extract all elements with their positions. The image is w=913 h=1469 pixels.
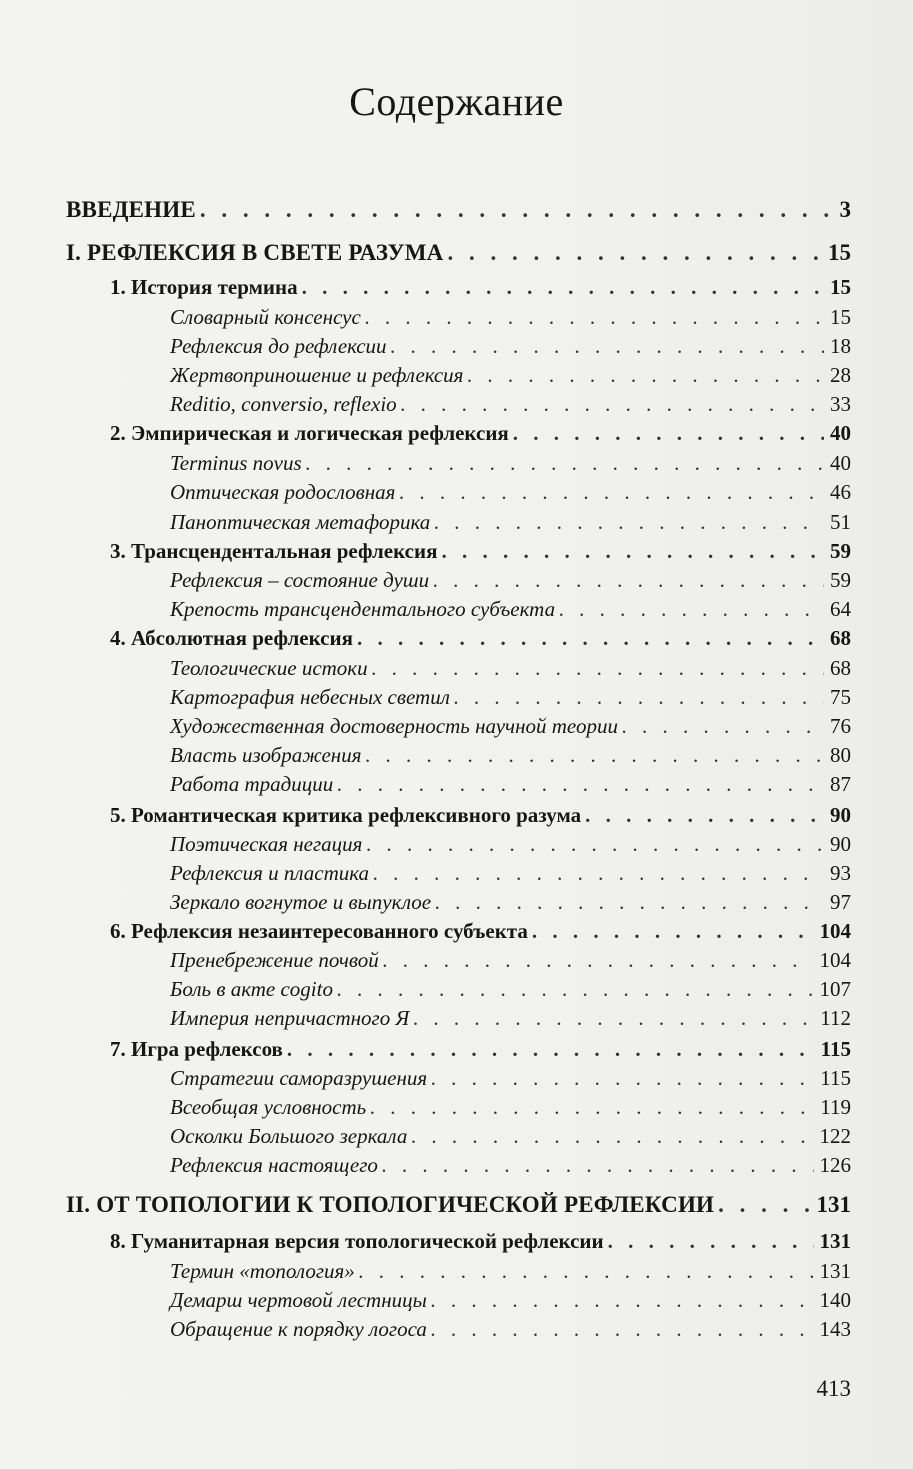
dot-leader — [447, 238, 822, 268]
page-number: 413 — [816, 1376, 851, 1401]
toc-entry-title: 7. Игра рефлексов — [110, 1037, 283, 1061]
toc-entry-title: Власть изображения — [170, 743, 362, 767]
toc-entry-page: 59 — [830, 568, 851, 592]
toc-entry-title: Боль в акте cogito — [170, 977, 333, 1001]
toc-entry-page: 15 — [830, 275, 851, 299]
dot-leader — [200, 195, 834, 225]
toc-entry-page: 90 — [830, 803, 851, 827]
toc-entry-page: 87 — [830, 772, 851, 796]
toc-entry-title: ВВЕДЕНИЕ — [66, 197, 196, 222]
toc-entry-title: Крепость трансцендентального субъекта — [170, 597, 556, 621]
page-title: Содержание — [349, 79, 564, 124]
dot-leader — [532, 916, 814, 946]
toc-entry — [170, 331, 851, 361]
toc-entry-title: Паноптическая метафорика — [170, 510, 431, 534]
toc-entry — [170, 711, 851, 741]
toc-entry — [66, 195, 851, 225]
toc-entry-page: 3 — [839, 197, 851, 222]
toc-entry — [110, 1226, 851, 1256]
toc-entry — [170, 1092, 851, 1122]
toc-entry-title: Художественная достоверность научной теории — [170, 714, 618, 738]
toc-entry — [170, 389, 851, 419]
toc-entry-page: 33 — [830, 392, 851, 416]
toc-entry — [110, 536, 851, 566]
toc-entry — [66, 238, 851, 268]
toc-entry-page: 28 — [830, 363, 851, 387]
dot-leader — [454, 682, 824, 712]
toc-entry-page: 80 — [830, 743, 851, 767]
toc-entry-page: 97 — [830, 890, 851, 914]
toc-entry-title: Reditio, conversio, reflexio — [170, 392, 397, 416]
toc-entry-title: Словарный консенсус — [170, 305, 361, 329]
toc-entry-title: Работа традиции — [170, 772, 334, 796]
toc-entry-page: 76 — [830, 714, 851, 738]
toc-entry-page: 126 — [819, 1153, 851, 1177]
toc-entry — [170, 1063, 851, 1093]
toc-entry — [170, 1150, 851, 1180]
dot-leader — [413, 1003, 814, 1033]
toc-entry — [170, 1121, 851, 1151]
toc-entry-title: II. ОТ ТОПОЛОГИИ К ТОПОЛОГИЧЕСКОЙ РЕФЛЕКСИИ — [66, 1192, 715, 1217]
toc-entry-page: 104 — [819, 919, 851, 943]
dot-leader — [287, 1034, 815, 1064]
toc-entry — [110, 1034, 851, 1064]
toc-entry-title: Стратегии саморазрушения — [170, 1066, 428, 1090]
toc-entry — [170, 360, 851, 390]
toc-entry — [170, 1256, 851, 1286]
toc-entry-title: Рефлексия до рефлексии — [170, 334, 387, 358]
toc-entry-page: 46 — [830, 480, 851, 504]
toc-entry-title: Всеобщая условность — [170, 1095, 367, 1119]
toc-entry-title: 8. Гуманитарная версия топологической рефлексии — [110, 1229, 604, 1253]
toc-entry-page: 131 — [819, 1229, 851, 1253]
dot-leader — [433, 565, 824, 595]
toc-entry-title: Рефлексия и пластика — [170, 861, 370, 885]
toc-entry-page: 64 — [830, 597, 851, 621]
dot-leader — [372, 653, 824, 683]
toc-entry-title: 5. Романтическая критика рефлексивного разума — [110, 803, 582, 827]
toc-entry-page: 143 — [819, 1317, 851, 1341]
toc-entry-page: 68 — [830, 656, 851, 680]
dot-leader — [441, 536, 824, 566]
toc-entry — [170, 477, 851, 507]
toc-entry-title: Поэтическая негация — [170, 832, 363, 856]
toc-entry-page: 15 — [830, 305, 851, 329]
dot-leader — [411, 1121, 813, 1151]
toc-entry-title: Империя непричастного Я — [170, 1006, 410, 1030]
toc-entry-title: Демарш чертовой лестницы — [170, 1288, 427, 1312]
toc-entry-title: Теологические истоки — [170, 656, 368, 680]
dot-leader — [366, 829, 824, 859]
dot-leader — [399, 477, 824, 507]
toc-entry-page: 75 — [830, 685, 851, 709]
toc-entry — [170, 1314, 851, 1344]
toc-entry-title: Осколки Большого зеркала — [170, 1124, 408, 1148]
toc-entry — [170, 1003, 851, 1033]
toc-entry-title: I. РЕФЛЕКСИЯ В СВЕТЕ РАЗУМА — [66, 240, 444, 265]
toc-entry-title: Оптическая родословная — [170, 480, 396, 504]
dot-leader — [373, 858, 824, 888]
dot-leader — [467, 360, 824, 390]
toc-entry-title: 2. Эмпирическая и логическая рефлексия — [110, 421, 509, 445]
toc-entry — [170, 769, 851, 799]
toc-entry — [170, 829, 851, 859]
toc-entry — [170, 302, 851, 332]
dot-leader — [382, 1150, 814, 1180]
toc-entry — [110, 800, 851, 830]
toc-entry — [170, 740, 851, 770]
toc-entry-page: 90 — [830, 832, 851, 856]
toc-entry-page: 115 — [820, 1037, 851, 1061]
toc-entry-page: 18 — [830, 334, 851, 358]
toc-entry-page: 131 — [816, 1192, 851, 1217]
dot-leader — [359, 1256, 814, 1286]
toc-entry-title: Картография небесных светил — [170, 685, 450, 709]
toc-entry-page: 107 — [819, 977, 851, 1001]
toc-entry-title: Обращение к порядку логоса — [170, 1317, 427, 1341]
toc-entry-page: 122 — [819, 1124, 851, 1148]
dot-leader — [608, 1226, 814, 1256]
toc-entry-title: Пренебрежение почвой — [170, 948, 379, 972]
dot-leader — [370, 1092, 814, 1122]
dot-leader — [366, 740, 825, 770]
toc-entry-title: Рефлексия настоящего — [170, 1153, 378, 1177]
toc-entry — [110, 418, 851, 448]
toc-entry-page: 40 — [830, 451, 851, 475]
toc-entry — [170, 945, 851, 975]
dot-leader — [306, 448, 824, 478]
toc-entry — [170, 887, 851, 917]
toc-entry — [170, 565, 851, 595]
toc-entry-page: 15 — [828, 240, 851, 265]
dot-leader — [435, 887, 824, 917]
toc-entry-title: 4. Абсолютная рефлексия — [110, 626, 353, 650]
dot-leader — [357, 623, 824, 653]
toc-entry-page: 68 — [830, 626, 851, 650]
toc-entry — [170, 858, 851, 888]
toc-entry — [110, 623, 851, 653]
toc-entry-page: 40 — [830, 421, 851, 445]
dot-leader — [391, 331, 824, 361]
dot-leader — [431, 1285, 814, 1315]
toc-entry-page: 93 — [830, 861, 851, 885]
toc-entry — [66, 1190, 851, 1220]
toc-entry — [170, 448, 851, 478]
toc-entry-page: 59 — [830, 539, 851, 563]
toc-entry — [170, 653, 851, 683]
toc-entry — [170, 1285, 851, 1315]
toc-entry — [170, 507, 851, 537]
toc-entry — [170, 594, 851, 624]
toc-entry-page: 51 — [830, 510, 851, 534]
toc-entry-title: Terminus novus — [170, 451, 302, 475]
dot-leader — [513, 418, 824, 448]
dot-leader — [431, 1314, 814, 1344]
toc-entry — [170, 974, 851, 1004]
toc-entry-page: 140 — [819, 1288, 851, 1312]
toc-entry-page: 104 — [819, 948, 851, 972]
toc-entry — [110, 272, 851, 302]
toc-entry-title: Термин «топология» — [170, 1259, 355, 1283]
toc-entry — [110, 916, 851, 946]
toc-entry-title: Зеркало вогнутое и выпуклое — [170, 890, 432, 914]
dot-leader — [383, 945, 814, 975]
toc-entry-title: 3. Трансцендентальная рефлексия — [110, 539, 438, 563]
toc-entry-page: 131 — [819, 1259, 851, 1283]
toc-entry-page: 115 — [820, 1066, 851, 1090]
dot-leader — [365, 302, 824, 332]
dot-leader — [585, 800, 824, 830]
dot-leader — [622, 711, 824, 741]
dot-leader — [718, 1190, 810, 1220]
toc-entry — [170, 682, 851, 712]
toc-entry-title: Рефлексия – состояние души — [170, 568, 430, 592]
dot-leader — [401, 389, 824, 419]
dot-leader — [559, 594, 824, 624]
dot-leader — [337, 974, 814, 1004]
toc-entry-page: 119 — [820, 1095, 851, 1119]
dot-leader — [302, 272, 824, 302]
toc-entry-page: 112 — [820, 1006, 851, 1030]
dot-leader — [434, 507, 824, 537]
toc-entry-title: 6. Рефлексия незаинтересованного субъекта — [110, 919, 528, 943]
dot-leader — [337, 769, 824, 799]
dot-leader — [431, 1063, 814, 1093]
toc-entry-title: Жертвоприношение и рефлексия — [170, 363, 464, 387]
toc-entry-title: 1. История термина — [110, 275, 298, 299]
